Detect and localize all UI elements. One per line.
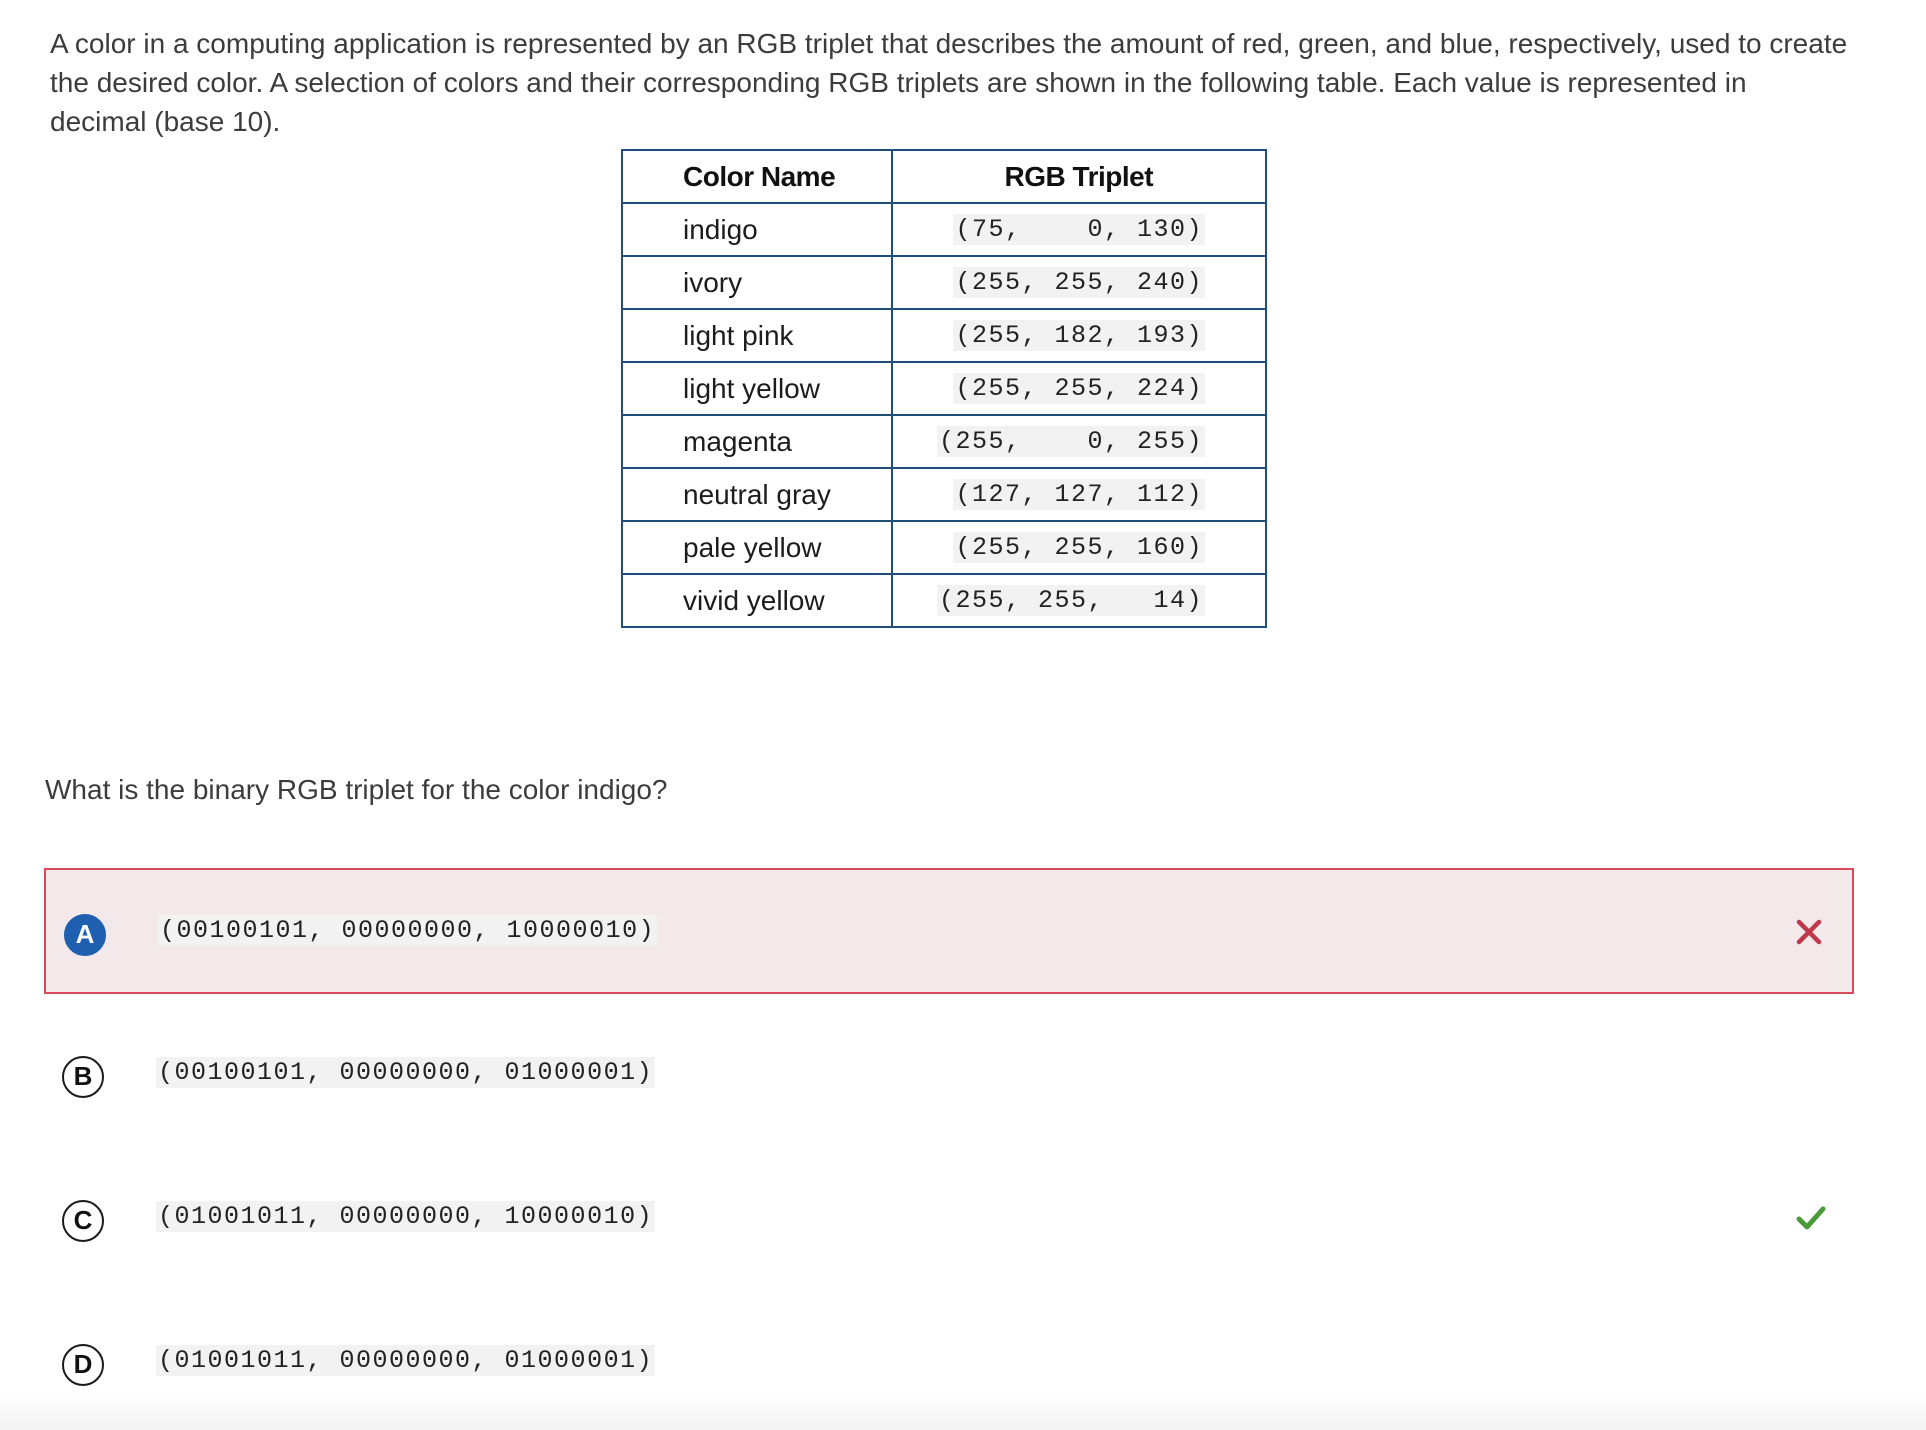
answer-option-b[interactable] bbox=[44, 1012, 1854, 1138]
table-row bbox=[622, 521, 1266, 574]
rgb-triplet-value: (255, 255, 14) bbox=[938, 586, 1203, 615]
table-row bbox=[622, 574, 1266, 627]
rgb-triplet-value: (255, 255, 240) bbox=[955, 268, 1203, 297]
intro-paragraph: A color in a computing application is represented by an RGB triplet that describes the amount of red, green, and blue, respectively, used to create the desired color. A selection of colors and their corresponding RGB triplets are shown in the following table. Each value is represented in decimal (base 10). bbox=[50, 28, 1848, 137]
option-letter-badge[interactable]: D bbox=[62, 1344, 104, 1386]
bottom-fade bbox=[0, 1390, 1926, 1430]
rgb-triplet-cell bbox=[892, 203, 1266, 256]
color-name-cell: indigo bbox=[622, 203, 892, 256]
color-name-cell: ivory bbox=[622, 256, 892, 309]
table-row bbox=[622, 309, 1266, 362]
option-value: (00100101, 00000000, 01000001) bbox=[158, 1058, 654, 1087]
option-value: (01001011, 00000000, 01000001) bbox=[158, 1346, 654, 1375]
color-name-cell: magenta bbox=[622, 415, 892, 468]
option-text bbox=[156, 1202, 655, 1231]
answer-option-a[interactable] bbox=[44, 868, 1854, 994]
rgb-triplet-value: (75, 0, 130) bbox=[955, 215, 1203, 244]
checkmark-icon bbox=[1793, 1200, 1829, 1236]
rgb-table bbox=[621, 149, 1267, 628]
option-text bbox=[156, 1346, 655, 1375]
option-text bbox=[158, 916, 657, 945]
option-text bbox=[156, 1058, 655, 1087]
table-row bbox=[622, 256, 1266, 309]
color-name-cell: neutral gray bbox=[622, 468, 892, 521]
rgb-triplet-cell bbox=[892, 468, 1266, 521]
rgb-triplet-cell bbox=[892, 521, 1266, 574]
table-row bbox=[622, 203, 1266, 256]
table-row bbox=[622, 362, 1266, 415]
rgb-table-container bbox=[621, 149, 1267, 628]
rgb-triplet-value: (255, 255, 160) bbox=[955, 533, 1203, 562]
question-text: What is the binary RGB triplet for the color indigo? bbox=[45, 774, 668, 805]
option-letter-badge[interactable]: C bbox=[62, 1200, 104, 1242]
rgb-triplet-cell bbox=[892, 256, 1266, 309]
table-header-row bbox=[622, 150, 1266, 203]
rgb-triplet-value: (255, 182, 193) bbox=[955, 321, 1203, 350]
color-name-cell: light yellow bbox=[622, 362, 892, 415]
color-name-cell: light pink bbox=[622, 309, 892, 362]
table-row bbox=[622, 468, 1266, 521]
rgb-triplet-value: (255, 0, 255) bbox=[938, 427, 1203, 456]
rgb-triplet-cell bbox=[892, 309, 1266, 362]
answer-option-c[interactable] bbox=[44, 1156, 1854, 1282]
option-value: (01001011, 00000000, 10000010) bbox=[158, 1202, 654, 1231]
header-rgb-triplet: RGB Triplet bbox=[892, 150, 1266, 203]
color-name-cell: vivid yellow bbox=[622, 574, 892, 627]
x-mark-icon bbox=[1791, 914, 1827, 950]
rgb-triplet-cell bbox=[892, 362, 1266, 415]
option-letter-badge[interactable]: A bbox=[64, 914, 106, 956]
color-name-cell: pale yellow bbox=[622, 521, 892, 574]
rgb-triplet-cell bbox=[892, 574, 1266, 627]
option-value: (00100101, 00000000, 10000010) bbox=[160, 916, 656, 945]
rgb-triplet-value: (255, 255, 224) bbox=[955, 374, 1203, 403]
rgb-triplet-cell bbox=[892, 415, 1266, 468]
rgb-triplet-value: (127, 127, 112) bbox=[955, 480, 1203, 509]
table-row bbox=[622, 415, 1266, 468]
option-letter-badge[interactable]: B bbox=[62, 1056, 104, 1098]
header-color-name: Color Name bbox=[622, 150, 892, 203]
